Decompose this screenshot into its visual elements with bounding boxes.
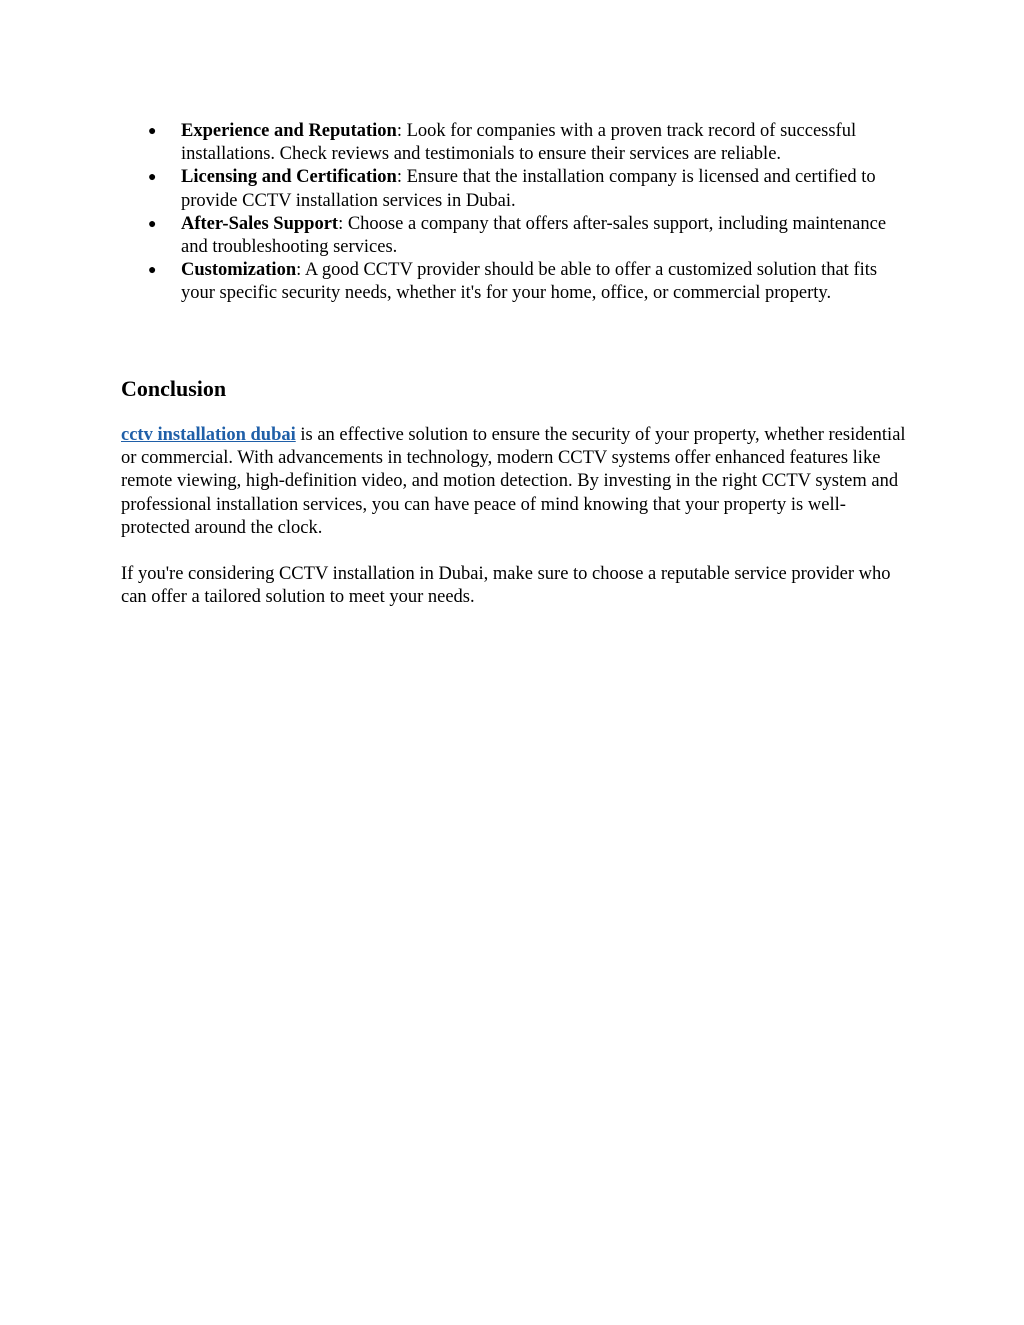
bullet-icon: ● bbox=[148, 124, 157, 139]
bullet-icon: ● bbox=[148, 216, 157, 232]
list-item-term: Licensing and Certification bbox=[181, 167, 397, 188]
list-item-text: : Ensure that the installation company is licensed and certified to provide CCTV installation services in Dubai. bbox=[181, 167, 876, 211]
list-item-term: Experience and Reputation bbox=[181, 121, 397, 141]
list-item-text: : Look for companies with a proven track record of successful installations. Check reviews and testimonials to ensure their services are reliable. bbox=[181, 121, 857, 165]
list-item bbox=[121, 259, 911, 305]
considerations-list bbox=[121, 120, 911, 306]
list-item bbox=[121, 213, 911, 259]
list-item-text: : A good CCTV provider should be able to offer a customized solution that fits your specific security needs, whether it's for your home, office, or commercial property. bbox=[181, 260, 878, 304]
bullet-icon: ● bbox=[148, 170, 157, 186]
cctv-installation-dubai-link[interactable]: cctv installation dubai bbox=[121, 425, 296, 445]
closing-paragraph: If you're considering CCTV installation in Dubai, make sure to choose a reputable service provider who can offer a tailored solution to meet your needs. bbox=[121, 564, 891, 608]
conclusion-paragraph-text: is an effective solution to ensure the security of your property, whether residential or commercial. With advancements in technology, modern CCTV systems offer enhanced features like remote viewing, high-definition video, and motion detection. By investing in the right CCTV system and professional installation services, you can have peace of mind knowing that your property is well-protected around the clock. bbox=[121, 425, 906, 538]
list-item bbox=[121, 166, 911, 212]
conclusion-paragraph bbox=[121, 424, 911, 540]
bullet-icon: ● bbox=[148, 263, 157, 279]
list-item bbox=[121, 120, 911, 166]
list-item-text: : Choose a company that offers after-sales support, including maintenance and troubleshooting services. bbox=[181, 213, 887, 258]
conclusion-heading: Conclusion bbox=[121, 376, 227, 401]
list-item-term: Customization bbox=[181, 260, 297, 281]
list-item-term: After-Sales Support bbox=[181, 213, 339, 234]
